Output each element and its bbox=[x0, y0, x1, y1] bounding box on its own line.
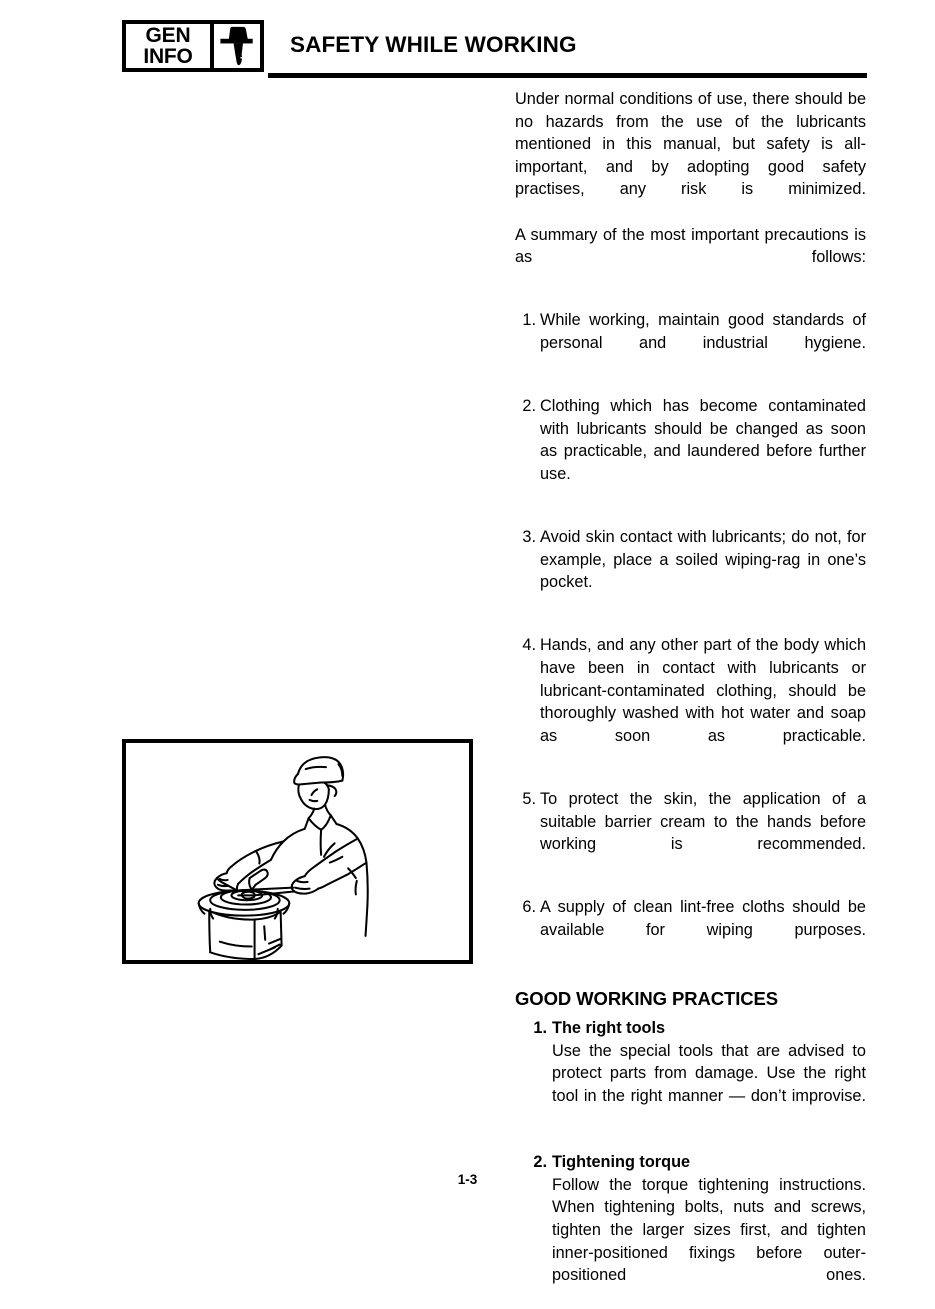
list-item-text: While working, maintain good standards of personal and industrial hygiene. bbox=[540, 311, 866, 352]
list-item-number: 3. bbox=[522, 528, 536, 547]
logo-line-info: INFO bbox=[143, 44, 193, 68]
main-text-column bbox=[515, 88, 866, 1309]
list-item-text: Avoid skin contact with lubricants; do not, for example, place a soiled wiping-rag in one’s pocket. bbox=[540, 528, 866, 592]
list-item bbox=[515, 634, 866, 770]
list-item-number: 2. bbox=[533, 1153, 547, 1172]
page-number: 1-3 bbox=[457, 1172, 478, 1187]
list-item-number: 4. bbox=[522, 636, 536, 655]
list-item-title: The right tools bbox=[552, 1019, 666, 1038]
intro-paragraph: Under normal conditions of use, there should be no hazards from the use of the lubricants mentioned in this manual, but safety is all-important, and by adopting good safety practises, any risk is minimized. bbox=[515, 90, 866, 199]
logo-line-gen: GEN bbox=[145, 23, 191, 47]
list-item-title: Tightening torque bbox=[552, 1153, 691, 1172]
list-item bbox=[515, 1017, 866, 1130]
page-header bbox=[122, 20, 867, 80]
list-item bbox=[515, 896, 866, 964]
section-heading-good-working-practices: GOOD WORKING PRACTICES bbox=[515, 988, 778, 1010]
gen-info-label bbox=[126, 24, 214, 68]
list-item bbox=[515, 395, 866, 508]
header-divider bbox=[268, 73, 867, 78]
gen-info-logo-box bbox=[122, 20, 264, 72]
list-item-text: Hands, and any other part of the body which have been in contact with lubricants or lubricant-contaminated clothing, should be thoroughly washed with hot water and soap as soon as practicable. bbox=[540, 636, 866, 745]
list-item bbox=[515, 309, 866, 377]
list-item-text: Use the special tools that are advised to protect parts from damage. Use the right tool in the right manner — don’t improvise. bbox=[552, 1041, 866, 1105]
list-item-number: 1. bbox=[533, 1019, 547, 1038]
list-item-number: 5. bbox=[522, 790, 536, 809]
list-item bbox=[515, 526, 866, 616]
practices-list bbox=[515, 1017, 866, 1309]
list-item-text: To protect the skin, the application of a suitable barrier cream to the hands before working is recommended. bbox=[540, 790, 866, 854]
mechanic-using-torque-wrench-illustration bbox=[122, 739, 473, 964]
list-item-text: Follow the torque tightening instructions. When tightening bolts, nuts and screws, tighten the larger sizes first, and tighten inner-positioned fixings before outer-positioned ones. bbox=[552, 1175, 866, 1285]
list-item-text: Clothing which has become contaminated with lubricants should be changed as soon as practicable, and laundered before further use. bbox=[540, 397, 866, 483]
summary-paragraph: A summary of the most important precautions is as follows: bbox=[515, 225, 866, 267]
list-item-number: 2. bbox=[522, 397, 536, 416]
precautions-list bbox=[515, 309, 866, 964]
list-item bbox=[515, 788, 866, 878]
list-item-text: A supply of clean lint-free cloths should be available for wiping purposes. bbox=[540, 898, 866, 939]
page-title: SAFETY WHILE WORKING bbox=[290, 32, 577, 57]
list-item-number: 1. bbox=[522, 311, 536, 330]
list-item-number: 6. bbox=[522, 898, 536, 917]
outboard-motor-icon bbox=[214, 24, 260, 68]
